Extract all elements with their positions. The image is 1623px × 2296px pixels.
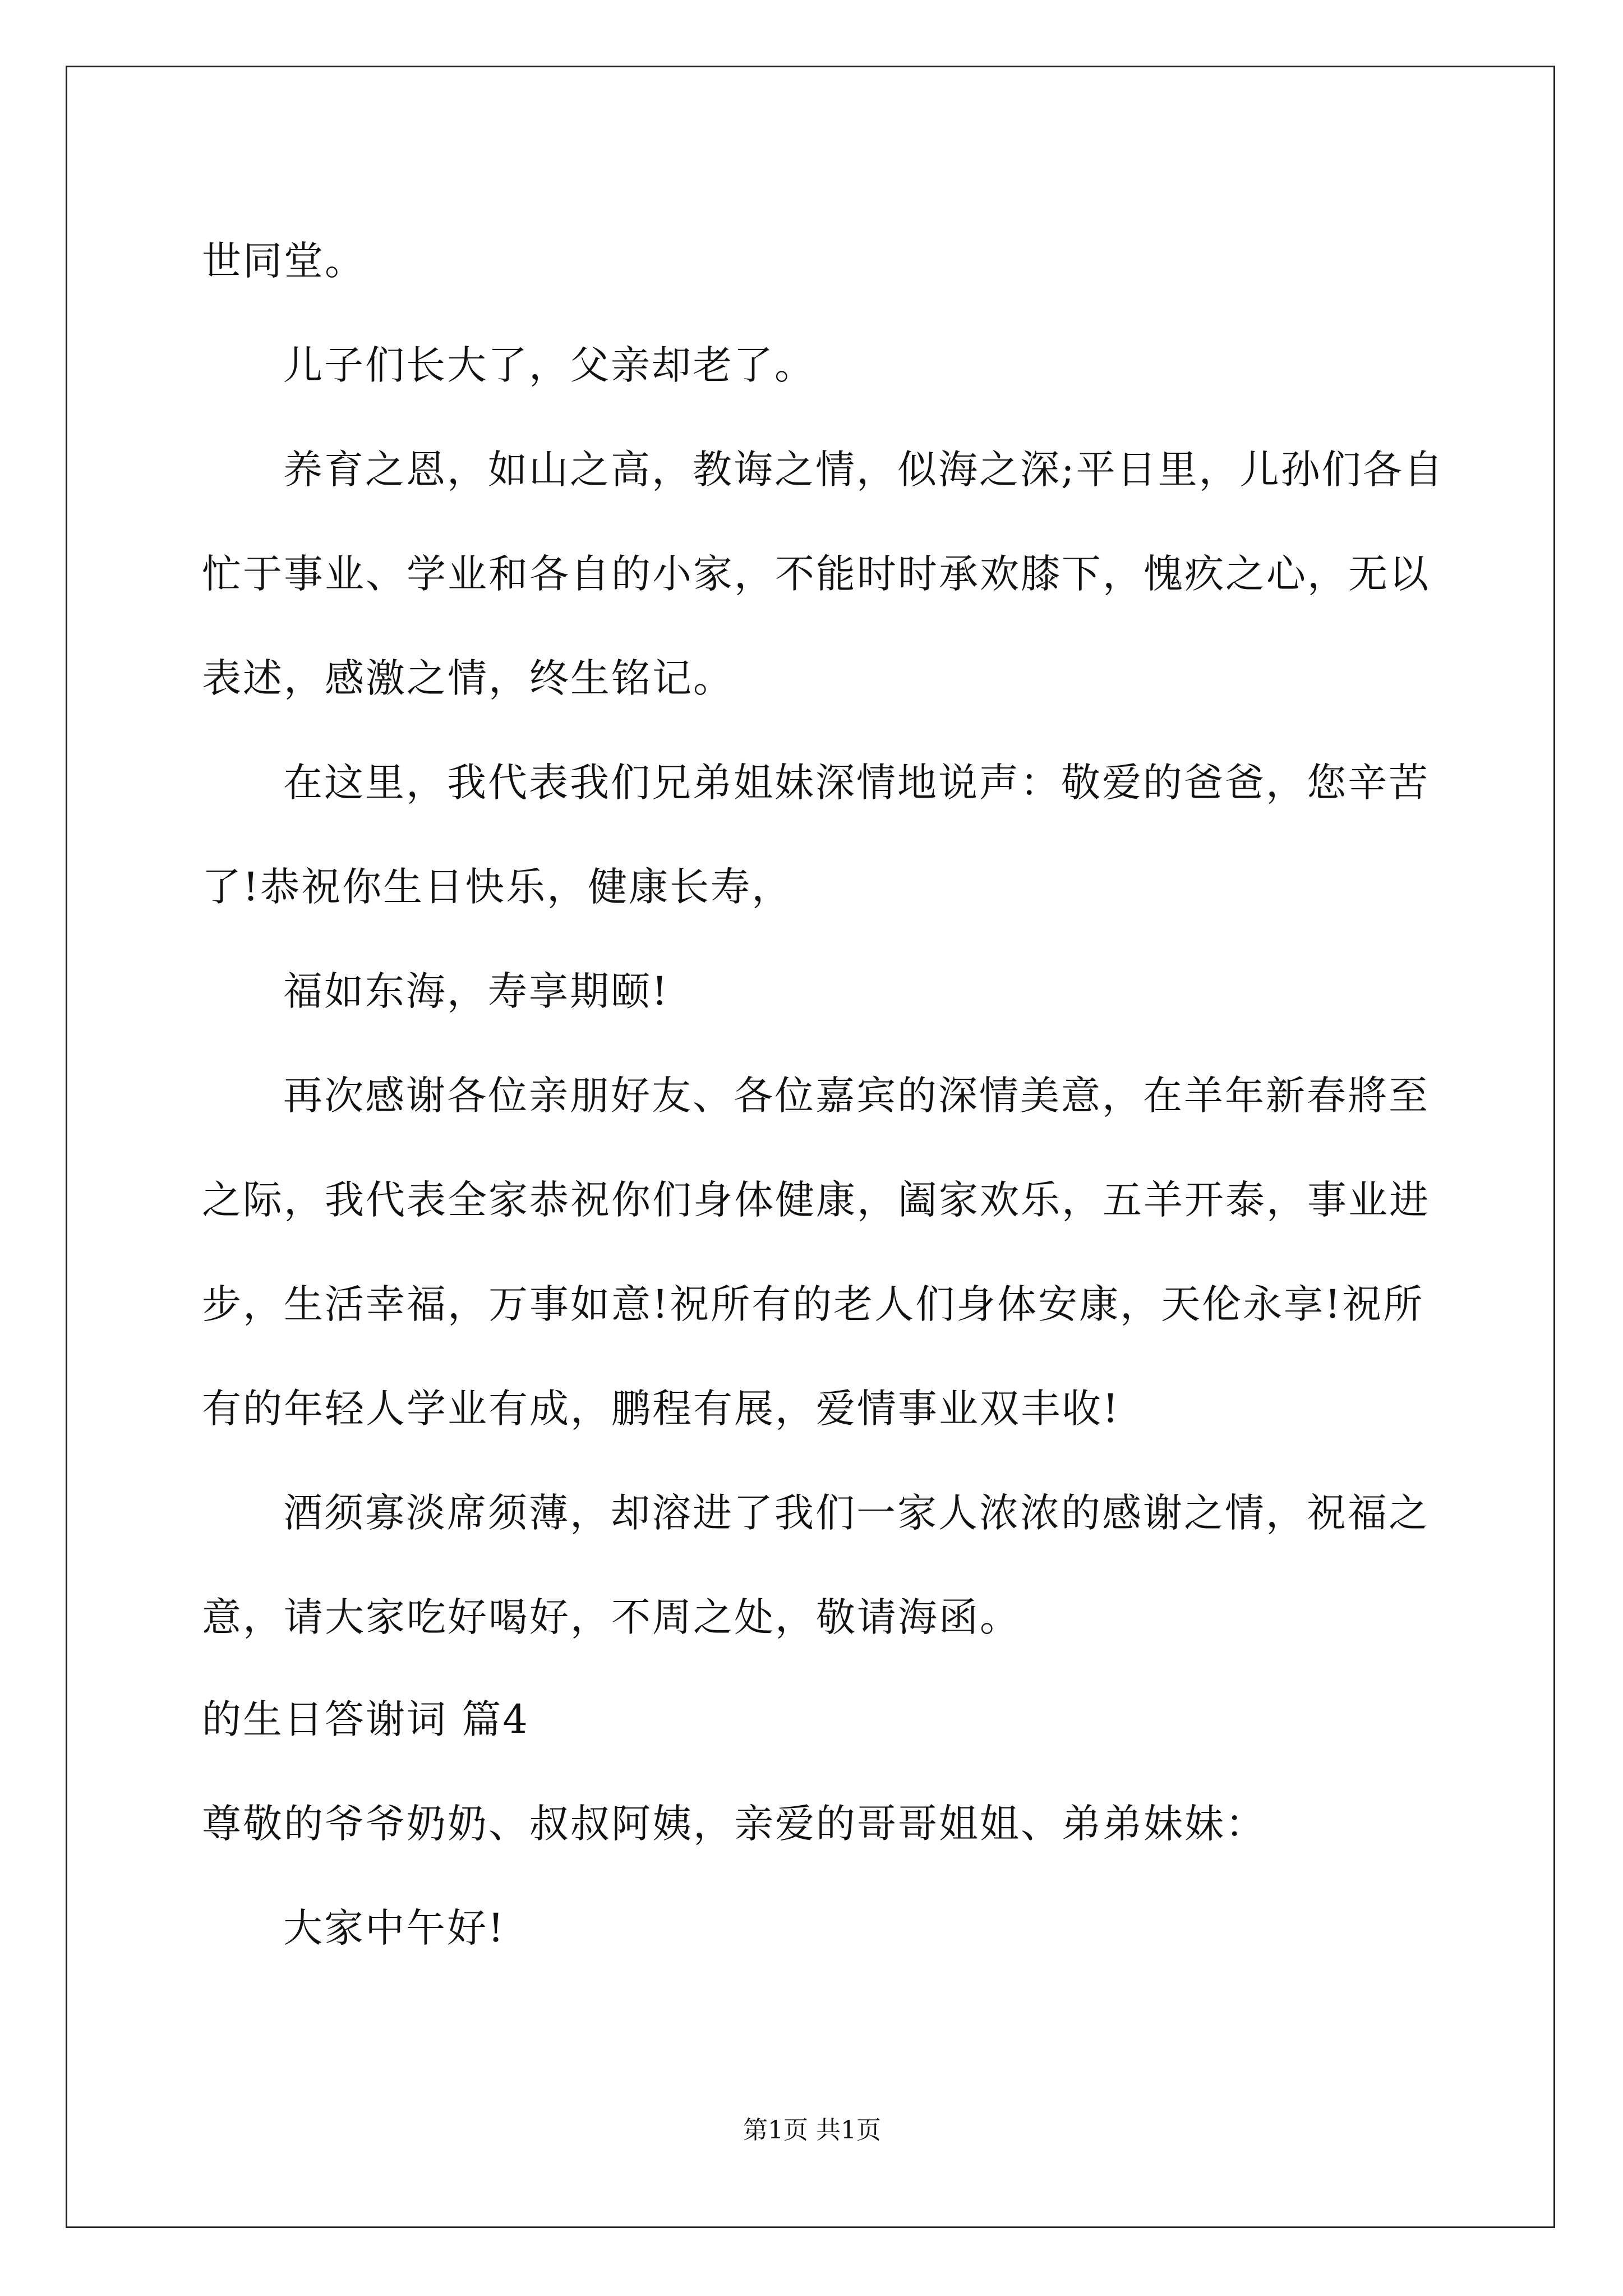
text-line-6: 在这里，我代表我们兄弟姐妹深情地说声：敬爱的爸爸，您辛苦 xyxy=(283,760,1430,806)
text-line-2: 儿子们长大了，父亲却老了。 xyxy=(283,342,815,388)
text-line-13: 酒须寡淡席须薄，却溶进了我们一家人浓浓的感谢之情，祝福之 xyxy=(283,1490,1430,1536)
text-line-9: 再次感谢各位亲朋好友、各位嘉宾的深情美意，在羊年新春將至 xyxy=(283,1073,1430,1119)
text-line-12: 有的年轻人学业有成，鹏程有展，爱情事业双丰收! xyxy=(202,1386,1121,1432)
salutation-line: 尊敬的爷爷奶奶、叔叔阿姨，亲爱的哥哥姐姐、弟弟妹妹： xyxy=(202,1801,1266,1847)
text-line-1: 世同堂。 xyxy=(202,238,366,284)
page-footer: 第1页 共1页 xyxy=(743,2116,881,2145)
page-frame xyxy=(66,66,1555,2228)
text-line-3: 养育之恩，如山之高，教诲之情，似海之深;平日里，儿孙们各自 xyxy=(283,447,1445,493)
text-line-8: 福如东海，寿享期颐! xyxy=(283,968,670,1014)
text-line-14: 意，请大家吃好喝好，不周之处，敬请海函。 xyxy=(202,1594,1021,1640)
text-line-10: 之际，我代表全家恭祝你们身体健康，阖家欢乐，五羊开泰，事业进 xyxy=(202,1177,1430,1223)
text-line-7: 了!恭祝你生日快乐，健康长寿， xyxy=(202,864,793,910)
text-line-11: 步，生活幸福，万事如意!祝所有的老人们身体安康，天伦永享!祝所 xyxy=(202,1281,1424,1327)
section-heading: 的生日答谢词 篇4 xyxy=(202,1696,529,1742)
greeting-line: 大家中午好! xyxy=(283,1905,506,1951)
text-line-5: 表述，感激之情，终生铭记。 xyxy=(202,655,734,701)
text-line-4: 忙于事业、学业和各自的小家，不能时时承欢膝下，愧疚之心，无以 xyxy=(202,551,1430,597)
